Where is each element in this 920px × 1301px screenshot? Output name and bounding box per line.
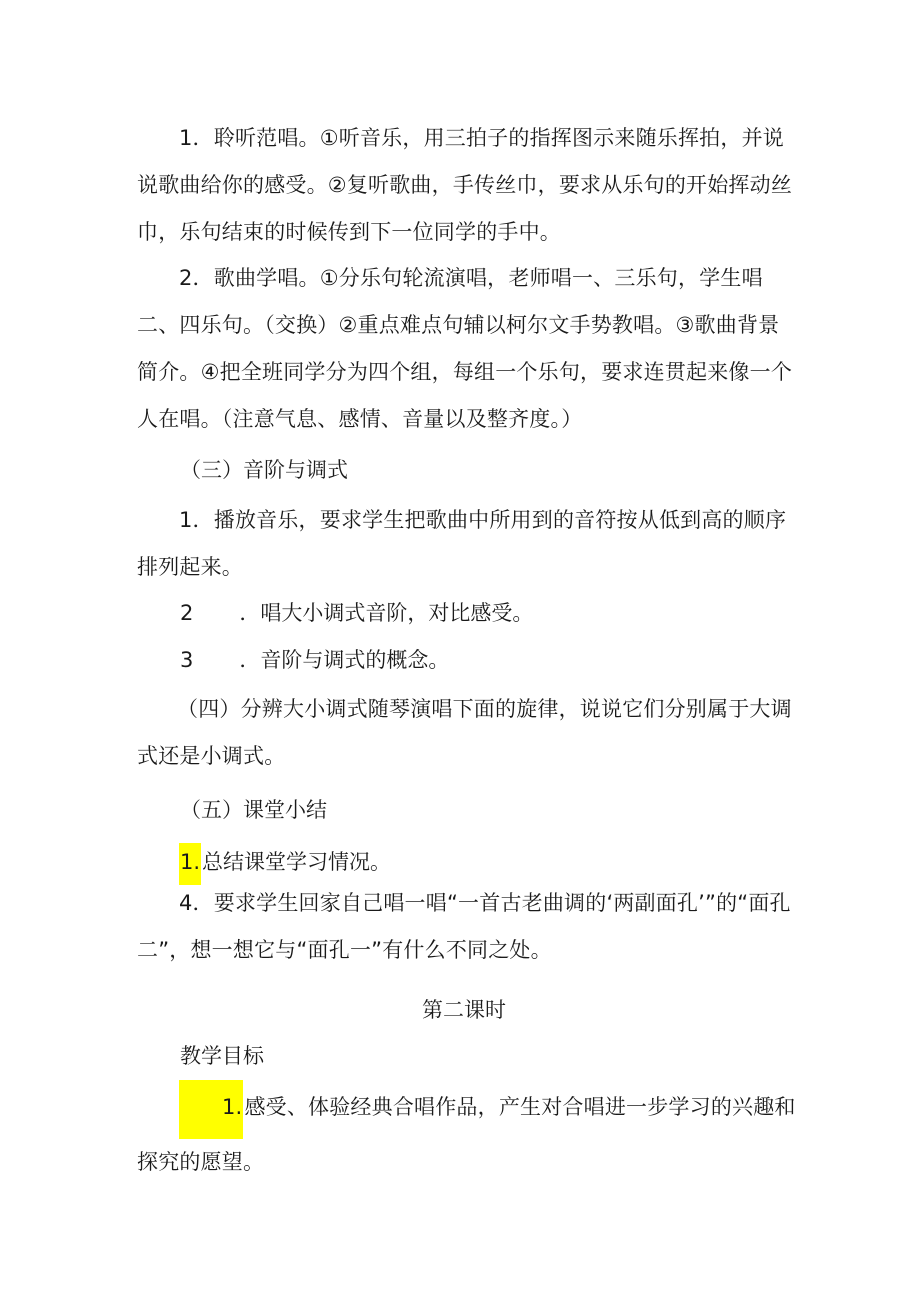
goal-heading: 教学目标 xyxy=(180,1044,264,1068)
list-item-text: 总结课堂学习情况。 xyxy=(202,850,392,874)
list-number: 3 xyxy=(180,648,194,672)
paragraph-goal-1 xyxy=(137,1080,797,1186)
section-heading-scale-mode: （三）音阶与调式 xyxy=(180,458,348,482)
paragraph-song-learning: 2．歌曲学唱。①分乐句轮流演唱，老师唱一、三乐句，学生唱二、四乐句。（交换）②重点难点句辅以柯尔文手势教唱。③歌曲背景简介。④把全班同学分为四个组，每组一个乐句，要求连贯起来像一个人在唱。（注意气息、感情、音量以及整齐度。） xyxy=(137,266,793,431)
list-item-scale-concept xyxy=(180,645,449,675)
list-number: 2 xyxy=(180,601,194,625)
highlighted-list-number: 1. xyxy=(179,843,201,885)
paragraph-homework: 4．要求学生回家自己唱一唱“一首古老曲调的‘两副面孔’”的“面孔二”，想一想它与“面孔一”有什么不同之处。 xyxy=(137,891,791,962)
list-item-summary xyxy=(179,843,391,885)
paragraph-play-music: 1．播放音乐，要求学生把歌曲中所用到的音符按从低到高的顺序排列起来。 xyxy=(137,508,787,579)
section-heading-summary: （五）课堂小结 xyxy=(180,798,327,822)
highlighted-list-number: 1. xyxy=(179,1080,243,1139)
list-item-text: ．唱大小调式音阶，对比感受。 xyxy=(239,601,534,625)
list-item-text: 感受、体验经典合唱作品，产生对合唱进一步学习的兴趣和探究的愿望。 xyxy=(137,1095,796,1174)
list-item-text: ．音阶与调式的概念。 xyxy=(239,648,450,672)
lesson-title: 第二课时 xyxy=(422,998,506,1022)
list-item-sing-scales xyxy=(180,598,533,628)
paragraph-distinguish-modes: （四）分辨大小调式随琴演唱下面的旋律，说说它们分别属于大调式还是小调式。 xyxy=(137,697,792,768)
paragraph-listen-model-singing: 1．聆听范唱。①听音乐，用三拍子的指挥图示来随乐挥拍，并说说歌曲给你的感受。②复听歌曲，手传丝巾，要求从乐句的开始挥动丝巾，乐句结束的时候传到下一位同学的手中。 xyxy=(137,126,793,244)
